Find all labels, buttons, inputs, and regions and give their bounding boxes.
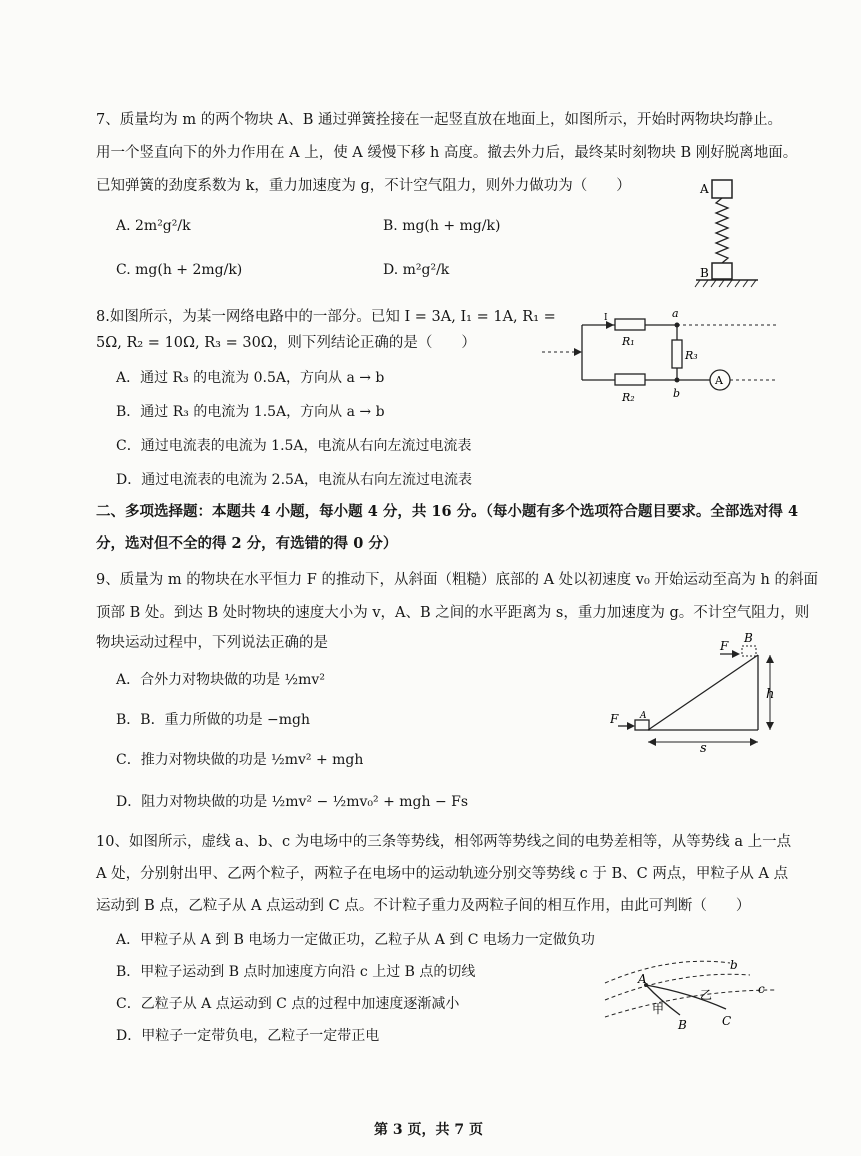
q8-label-r1: R₁ [622,335,635,348]
q10-label-b: b [730,958,738,972]
q7-text-line1: 7、质量均为 m 的两个物块 A、B 通过弹簧拴接在一起竖直放在地面上，如图所示，开始时两物块均静止。 [96,112,783,128]
q8-label-a: a [672,307,679,320]
q10-option-c: C．乙粒子从 A 点运动到 C 点的过程中加速度逐渐减小 [116,996,460,1012]
q10-label-yi: 乙 [700,988,713,1002]
q10-label-jia: 甲 [652,1002,665,1016]
q9-text-line2: 顶部 B 处。到达 B 处时物块的速度大小为 v，A、B 之间的水平距离为 s，重力加速度为 g。不计空气阻力，则 [96,605,810,621]
q8-label-r2: R₂ [622,391,635,404]
q9-option-b: B．B．重力所做的功是 −mgh [116,712,311,728]
q9-label-a: A [640,711,647,721]
q7-option-c: C. mg(h + 2mg/k) [116,262,243,278]
q10-text-line1: 10、如图所示，虚线 a、b、c 为电场中的三条等势线，相邻两等势线之间的电势差相等，从等势线 a 上一点 [96,834,792,850]
q9-label-f-top: F [720,639,729,653]
q8-option-b: B．通过 R₃ 的电流为 1.5A，方向从 a → b [116,404,385,420]
q7-spring-figure [692,175,762,295]
q7-option-a: A. 2m²g²/k [116,218,191,234]
q9-text-line3: 物块运动过程中，下列说法正确的是 [96,635,328,651]
q10-option-d: D．甲粒子一定带负电，乙粒子一定带正电 [116,1028,380,1044]
page-footer: 第 3 页，共 7 页 [374,1122,483,1138]
q10-equipotential-figure [600,945,780,1045]
q9-option-a: A．合外力对物块做的功是 ½mv² [116,672,325,688]
q9-label-f-bottom: F [610,712,619,726]
q8-option-a: A．通过 R₃ 的电流为 0.5A，方向从 a → b [116,370,385,386]
q10-text-line2: A 处，分别射出甲、乙两个粒子，两粒子在电场中的运动轨迹分别交等势线 c 于 B、C 两点，甲粒子从 A 点 [96,866,789,882]
q9-label-s: s [700,741,707,755]
section2-heading-line1: 二、多项选择题：本题共 4 小题，每小题 4 分，共 16 分。（每小题有多个选项符合题目要求。全部选对得 4 [96,503,799,520]
q9-option-d: D．阻力对物块做的功是 ½mv² − ½mv₀² + mgh − Fs [116,794,469,810]
q7-option-b: B. mg(h + mg/k) [383,218,501,234]
q7-option-d: D. m²g²/k [383,262,450,278]
q9-option-c: C．推力对物块做的功是 ½mv² + mgh [116,752,364,768]
q8-option-d: D．通过电流表的电流为 2.5A，电流从右向左流过电流表 [116,472,473,488]
q9-incline-figure [610,630,780,755]
q7-label-b: B [700,266,709,280]
q9-label-b: B [744,631,753,645]
q8-option-c: C．通过电流表的电流为 1.5A，电流从右向左流过电流表 [116,438,472,454]
q9-text-line1: 9、质量为 m 的物块在水平恒力 F 的推动下，从斜面（粗糙）底部的 A 处以初速度 v₀ 开始运动至高为 h 的斜面 [96,572,818,588]
q8-label-ammeter: A [715,374,723,387]
q10-label-cpt: C [722,1014,732,1028]
q7-label-a: A [700,182,709,196]
q10-option-a: A．甲粒子从 A 到 B 电场力一定做正功，乙粒子从 A 到 C 电场力一定做负功 [116,932,595,948]
q10-text-line3: 运动到 B 点，乙粒子从 A 点运动到 C 点。不计粒子重力及两粒子间的相互作用，由此可判断（ ） [96,898,751,914]
q10-label-c: c [758,982,765,996]
q8-label-b: b [673,387,681,400]
q9-label-h: h [766,687,775,702]
q10-label-bpt: B [678,1018,687,1032]
q8-circuit-figure [540,305,780,410]
q8-label-i1: I [604,313,608,323]
q10-option-b: B．甲粒子运动到 B 点时加速度方向沿 c 上过 B 点的切线 [116,964,476,980]
q8-label-r3: R₃ [685,349,698,362]
q10-label-a: A [638,972,647,986]
q8-text-line2: 5Ω, R₂ = 10Ω, R₃ = 30Ω，则下列结论正确的是（ ） [96,335,476,351]
q7-text-line2: 用一个竖直向下的外力作用在 A 上，使 A 缓慢下移 h 高度。撤去外力后，最终某时刻物块 B 刚好脱离地面。 [96,145,798,161]
q8-text-line1: 8.如图所示，为某一网络电路中的一部分。已知 I = 3A, I₁ = 1A, R₁ = [96,309,556,325]
q7-text-line3: 已知弹簧的劲度系数为 k，重力加速度为 g，不计空气阻力，则外力做功为（ ） [96,178,631,194]
section2-heading-line2: 分，选对但不全的得 2 分，有选错的得 0 分） [96,535,398,552]
